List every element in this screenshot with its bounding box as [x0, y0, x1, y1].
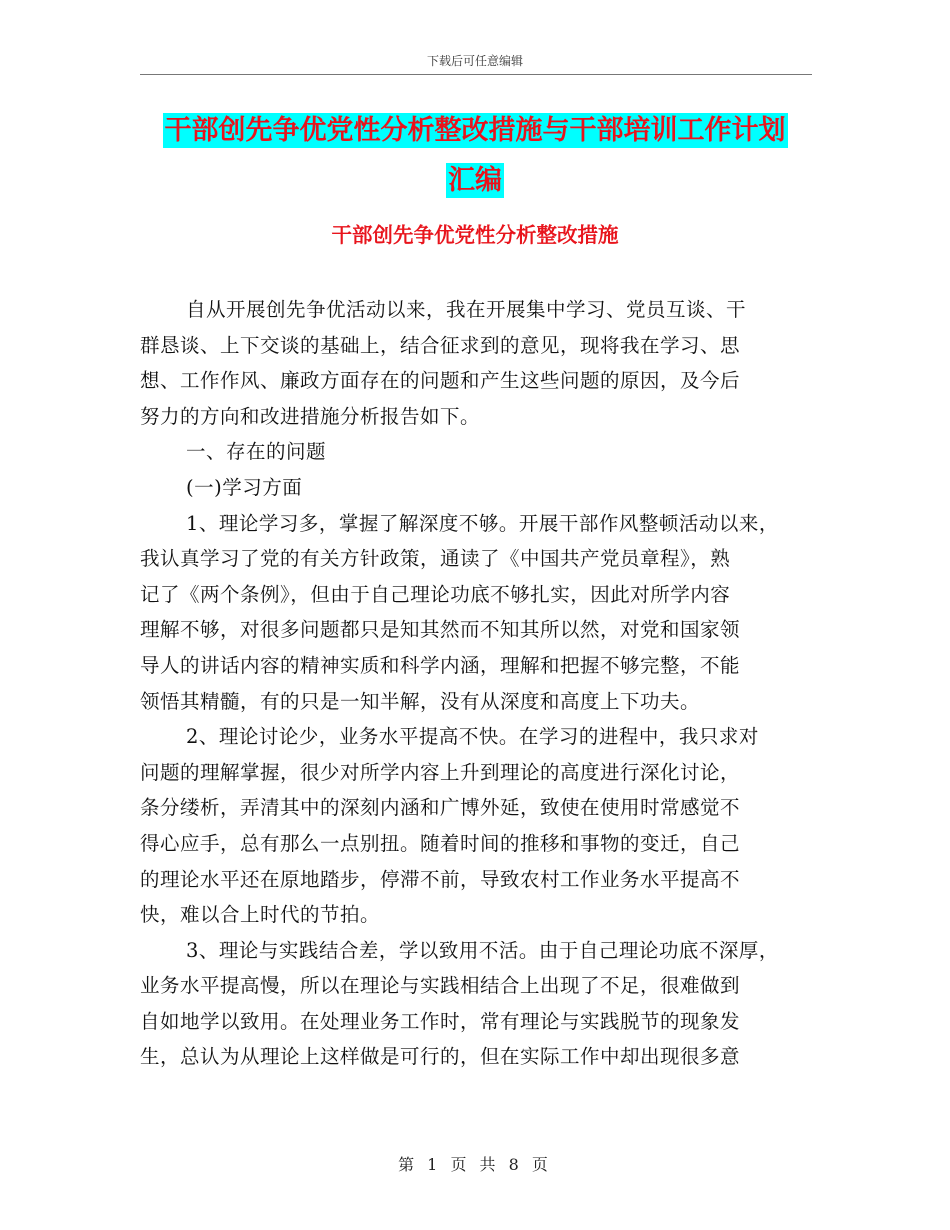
body-line: 自如地学以致用。在处理业务工作时，常有理论与实践脱节的现象发	[140, 1009, 741, 1033]
body-line: 领悟其精髓，有的只是一知半解，没有从深度和高度上下功夫。	[140, 689, 701, 713]
body-line: 条分缕析，弄清其中的深刻内涵和广博外延，致使在使用时常感觉不	[140, 796, 741, 820]
body-line: 的理论水平还在原地踏步，停滞不前，导致农村工作业务水平提高不	[140, 867, 741, 891]
body-line: 努力的方向和改进措施分析报告如下。	[140, 404, 481, 428]
body-line: 生，总认为从理论上这样做是可行的，但在实际工作中却出现很多意	[140, 1045, 741, 1069]
body-line: 业务水平提高慢，所以在理论与实践相结合上出现了不足，很难做到	[140, 974, 741, 998]
document-title	[0, 106, 950, 206]
document-title-line-1: 干部创先争优党性分析整改措施与干部培训工作计划	[164, 115, 786, 146]
page-number: 第 1 页 共 8 页	[398, 1155, 552, 1174]
body-line: 3、理论与实践结合差，学以致用不活。由于自己理论功底不深厚，	[186, 938, 779, 962]
body-line: 得心应手，总有那么一点别扭。随着时间的推移和事物的变迁，自己	[140, 831, 741, 855]
body-text	[140, 292, 812, 1075]
body-line: 想、工作作风、廉政方面存在的问题和产生这些问题的原因，及今后	[140, 369, 741, 393]
body-line: (一)学习方面	[186, 475, 303, 499]
page-header-note: 下载后可任意编辑	[426, 54, 523, 68]
header-divider	[140, 74, 812, 75]
body-line: 1、理论学习多，掌握了解深度不够。开展干部作风整顿活动以来，	[186, 511, 779, 535]
body-line: 理解不够，对很多问题都只是知其然而不知其所以然，对党和国家领	[140, 618, 741, 642]
body-line: 一、存在的问题	[186, 440, 327, 464]
body-line: 我认真学习了党的有关方针政策，通读了《中国共产党员章程》，熟	[140, 547, 731, 571]
document-title-line-2: 汇编	[448, 165, 502, 196]
body-line: 问题的理解掌握，很少对所学内容上升到理论的高度进行深化讨论，	[140, 760, 741, 784]
body-line: 群恳谈、上下交谈的基础上，结合征求到的意见，现将我在学习、思	[140, 333, 741, 357]
body-line: 导人的讲话内容的精神实质和科学内涵，理解和把握不够完整，不能	[140, 653, 741, 677]
body-line: 记了《两个条例》，但由于自己理论功底不够扎实，因此对所学内容	[140, 582, 731, 606]
body-line: 2、理论讨论少，业务水平提高不快。在学习的进程中，我只求对	[186, 725, 759, 749]
body-line: 自从开展创先争优活动以来，我在开展集中学习、党员互谈、干	[186, 298, 747, 321]
body-line: 快，难以合上时代的节拍。	[140, 903, 381, 927]
section-title: 干部创先争优党性分析整改措施	[331, 223, 619, 247]
